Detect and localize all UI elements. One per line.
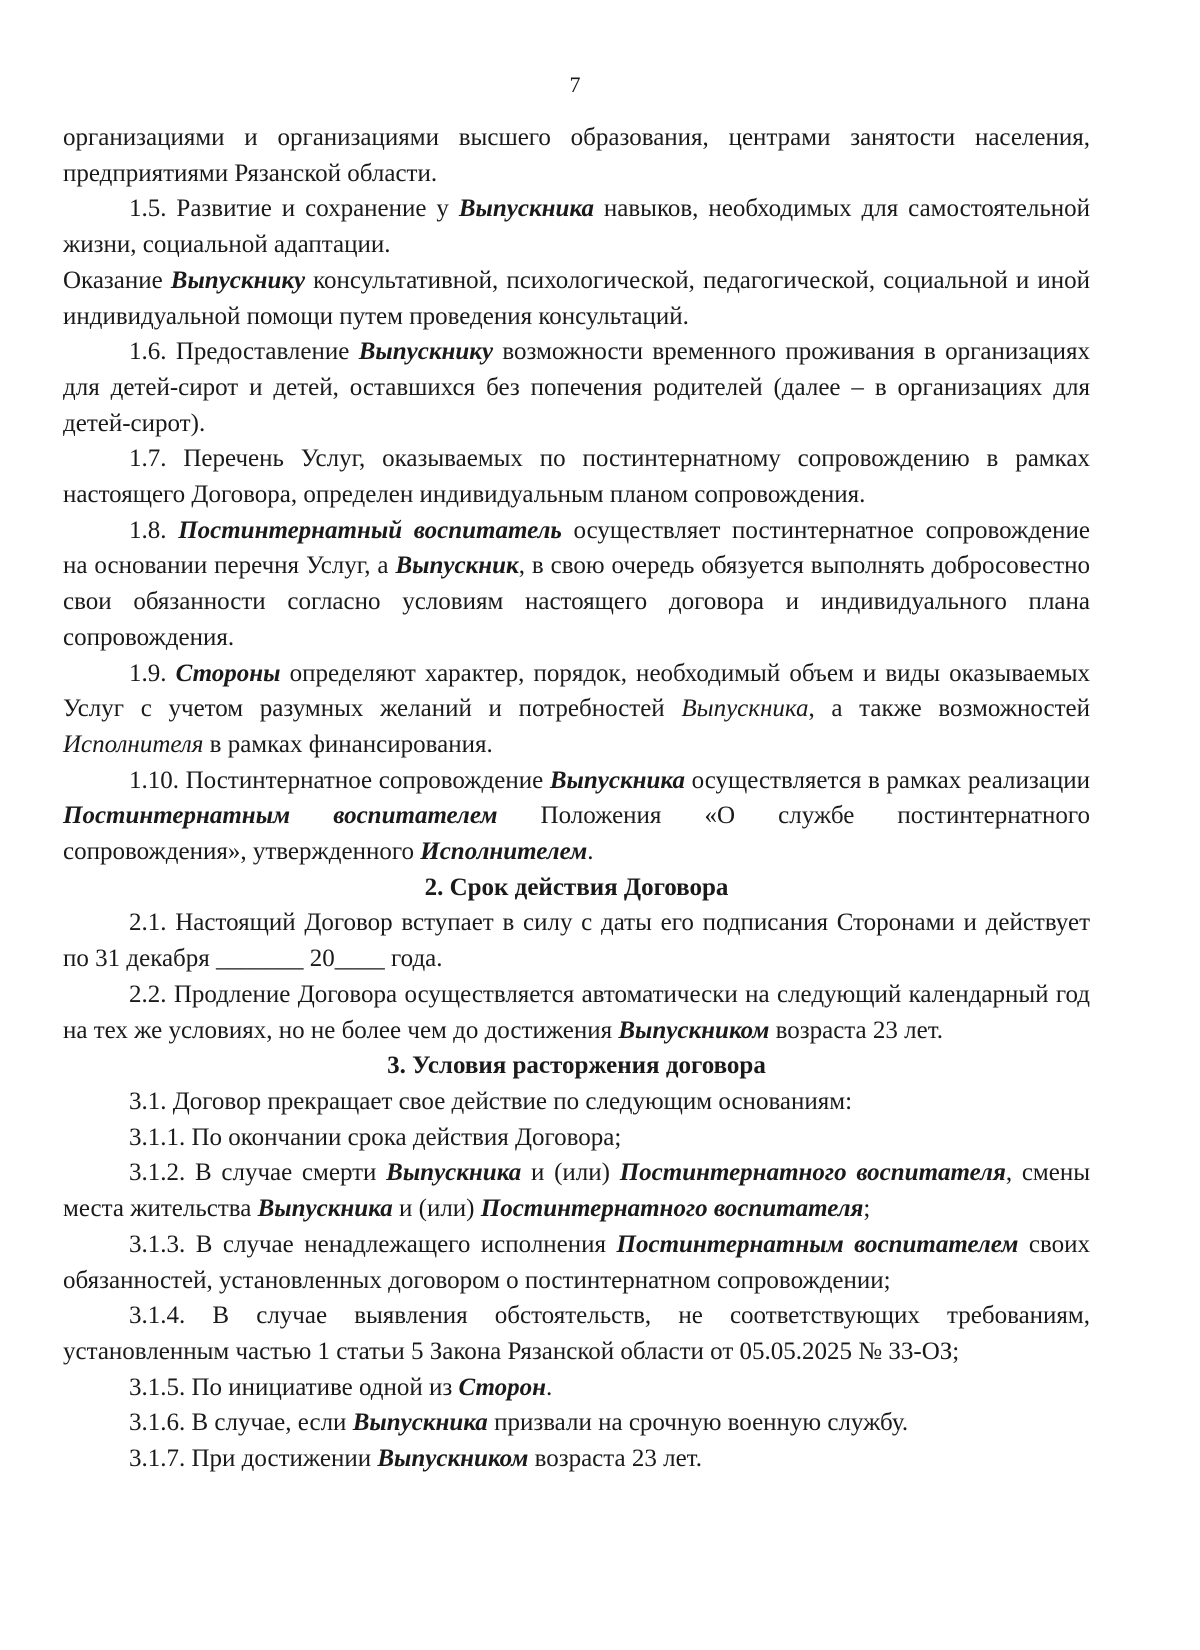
term-educator: Постинтернатного воспитателя	[619, 1159, 1006, 1187]
section-heading-3: 3. Условия расторжения договора	[387, 1052, 766, 1080]
paragraph-3-1-6: 3.1.6. В случае, если Выпускника призвали на срочную военную службу.	[129, 1409, 909, 1437]
paragraph-1-7: 1.7. Перечень Услуг, оказываемых по постинтернатному сопровождению в рамках настоящего Договора, определен индивидуальным планом сопровождения.	[63, 445, 1090, 509]
term-graduate: Выпускника	[681, 695, 809, 723]
paragraph-3-1: 3.1. Договор прекращает свое действие по следующим основаниям:	[129, 1087, 853, 1115]
paragraph-2-1: 2.1. Настоящий Договор вступает в силу с даты его подписания Сторонами и действует по 31 декабря _______ 20____ года.	[63, 909, 1090, 973]
term-educator: Постинтернатным воспитателем	[616, 1230, 1019, 1258]
term-graduate: Выпускника	[352, 1409, 488, 1437]
page-number: 7	[569, 72, 581, 97]
paragraph-3-1-2: 3.1.2. В случае смерти Выпускника и (или) Постинтернатного воспитателя, смены места жительства Выпускника и (или) Постинтернатного воспитателя;	[63, 1159, 1091, 1223]
term-graduate: Выпускнику	[358, 338, 494, 366]
paragraph-3-1-7: 3.1.7. При достижении Выпускником возраста 23 лет.	[129, 1445, 702, 1473]
term-graduate: Выпускника	[458, 195, 594, 223]
term-graduate: Выпускника	[549, 766, 685, 794]
term-executor: Исполнителем	[420, 838, 588, 866]
paragraph-3-1-1: 3.1.1. По окончании срока действия Договора;	[129, 1123, 622, 1151]
document-body	[63, 120, 1090, 1477]
term-graduate: Выпускника	[257, 1195, 393, 1223]
paragraph-3-1-4: 3.1.4. В случае выявления обстоятельств, не соответствующих требованиям, установленным частью 1 статьи 5 Закона Рязанской области от 05.05.2025 № 33-ОЗ;	[63, 1302, 1090, 1365]
paragraph-1-5-continued: Оказание Выпускнику консультативной, психологической, педагогической, социальной и иной индивидуальной помощи путем проведения консультаций.	[63, 266, 1090, 330]
term-graduate: Выпускнику	[170, 266, 306, 294]
term-educator: Постинтернатного воспитателя	[480, 1195, 864, 1223]
section-heading-2: 2. Срок действия Договора	[424, 873, 729, 901]
paragraph-1-10: 1.10. Постинтернатное сопровождение Выпускника осуществляется в рамках реализации Постинтернатным воспитателем Положения «О службе постинтернатного сопровождения», утвержденного Исполнителем.	[63, 766, 1091, 866]
term-parties: Стороны	[175, 659, 281, 687]
paragraph-continuation: организациями и организациями высшего образования, центрами занятости населения, предприятиями Рязанской области.	[63, 124, 1090, 187]
paragraph-1-9: 1.9. Стороны определяют характер, порядок, необходимый объем и виды оказываемых Услуг с учетом разумных желаний и потребностей Выпускника, а также возможностей Исполнителя в рамках финансирования.	[63, 659, 1090, 758]
term-educator: Постинтернатный воспитатель	[178, 516, 562, 544]
term-graduate: Выпускником	[618, 1016, 770, 1044]
paragraph-3-1-3: 3.1.3. В случае ненадлежащего исполнения Постинтернатным воспитателем своих обязанностей, установленных договором о постинтернатном сопровождении;	[63, 1230, 1090, 1294]
paragraph-1-5: 1.5. Развитие и сохранение у Выпускника навыков, необходимых для самостоятельной жизни, социальной адаптации.	[63, 195, 1090, 259]
paragraph-1-8: 1.8. Постинтернатный воспитатель осуществляет постинтернатное сопровождение на основании перечня Услуг, а Выпускник, в свою очередь обязуется выполнять добросовестно свои обязанности согласно условиям настоящего договора и индивидуального плана сопровождения.	[63, 516, 1090, 651]
paragraph-2-2: 2.2. Продление Договора осуществляется автоматически на следующий календарный год на тех же условиях, но не более чем до достижения Выпускником возраста 23 лет.	[63, 980, 1090, 1044]
term-executor: Исполнителя	[63, 730, 204, 758]
paragraph-1-6: 1.6. Предоставление Выпускнику возможности временного проживания в организациях для детей-сирот и детей, оставшихся без попечения родителей (далее – в организациях для детей-сирот).	[63, 338, 1090, 437]
term-graduate: Выпускника	[386, 1159, 522, 1187]
term-educator: Постинтернатным воспитателем	[63, 802, 498, 830]
term-graduate: Выпускником	[377, 1445, 529, 1473]
term-graduate: Выпускник	[395, 552, 519, 580]
paragraph-3-1-5: 3.1.5. По инициативе одной из Сторон.	[129, 1373, 553, 1401]
term-parties: Сторон	[458, 1373, 546, 1401]
